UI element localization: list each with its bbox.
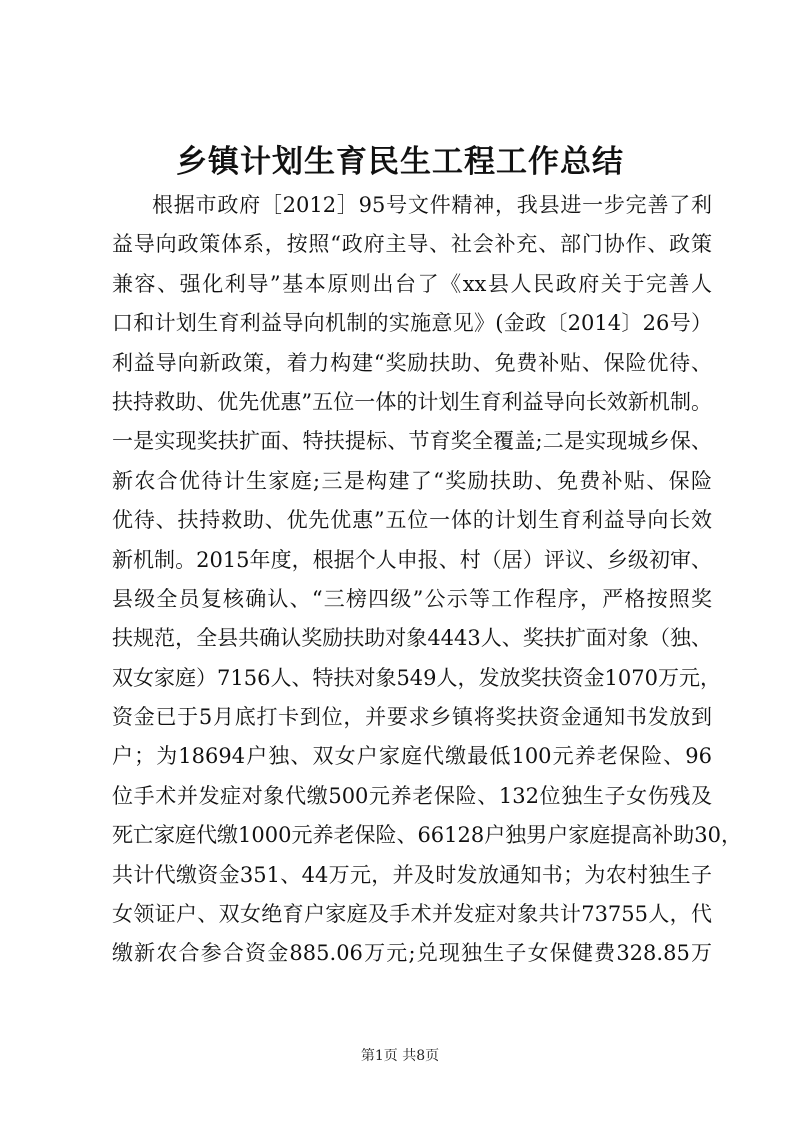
body-line-15: 户；为18694户独、双女户家庭代缴最低100元养老保险、96 (112, 744, 712, 769)
body-line-17: 死亡家庭代缴1000元养老保险、66128户独男户家庭提高补助30， (112, 823, 742, 848)
body-line-18: 共计代缴资金351、44万元，并及时发放通知书；为农村独生子 (112, 862, 712, 887)
body-line-13: 双女家庭）7156人、特扶对象549人，发放奖扶资金1070万元， (112, 665, 721, 690)
body-line-8: 新农合优待计生家庭;三是构建了“奖励扶助、免费补贴、保险 (112, 468, 712, 493)
body-line-1: 根据市政府［2012］95号文件精神，我县进一步完善了利 (152, 193, 712, 217)
body-line-6: 扶持救助、优先优惠”五位一体的计划生育利益导向长效新机制。 (112, 389, 712, 414)
body-line-10: 新机制。2015年度，根据个人申报、村（居）评议、乡级初审、 (112, 547, 712, 572)
body-line-4: 口和计划生育利益导向机制的实施意见》(金政〔2014〕26号） (112, 311, 712, 336)
document-body (112, 186, 742, 974)
body-line-20: 缴新农合参合资金885.06万元;兑现独生子女保健费328.85万 (112, 941, 712, 966)
body-line-19: 女领证户、双女绝育户家庭及手术并发症对象共计73755人，代 (112, 902, 712, 927)
body-line-3: 兼容、强化利导”基本原则出台了《xx县人民政府关于完善人 (112, 271, 712, 296)
body-line-12: 扶规范，全县共确认奖励扶助对象4443人、奖扶扩面对象（独、 (112, 626, 712, 651)
body-line-5: 利益导向新政策，着力构建“奖励扶助、免费补贴、保险优待、 (112, 350, 712, 375)
body-line-7: 一是实现奖扶扩面、特扶提标、节育奖全覆盖;二是实现城乡保、 (112, 429, 712, 454)
body-line-2: 益导向政策体系，按照“政府主导、社会补充、部门协作、政策 (112, 232, 712, 257)
body-line-14: 资金已于5月底打卡到位，并要求乡镇将奖扶资金通知书发放到 (112, 705, 712, 730)
body-line-16: 位手术并发症对象代缴500元养老保险、132位独生子女伤残及 (112, 783, 712, 808)
document-title: 乡镇计划生育民生工程工作总结 (176, 144, 624, 180)
body-line-9: 优待、扶持救助、优先优惠”五位一体的计划生育利益导向长效 (112, 508, 712, 533)
page-number-footer: 第1页 共8页 (360, 1048, 440, 1064)
body-line-11: 县级全员复核确认、“三榜四级”公示等工作程序，严格按照奖 (112, 586, 712, 611)
